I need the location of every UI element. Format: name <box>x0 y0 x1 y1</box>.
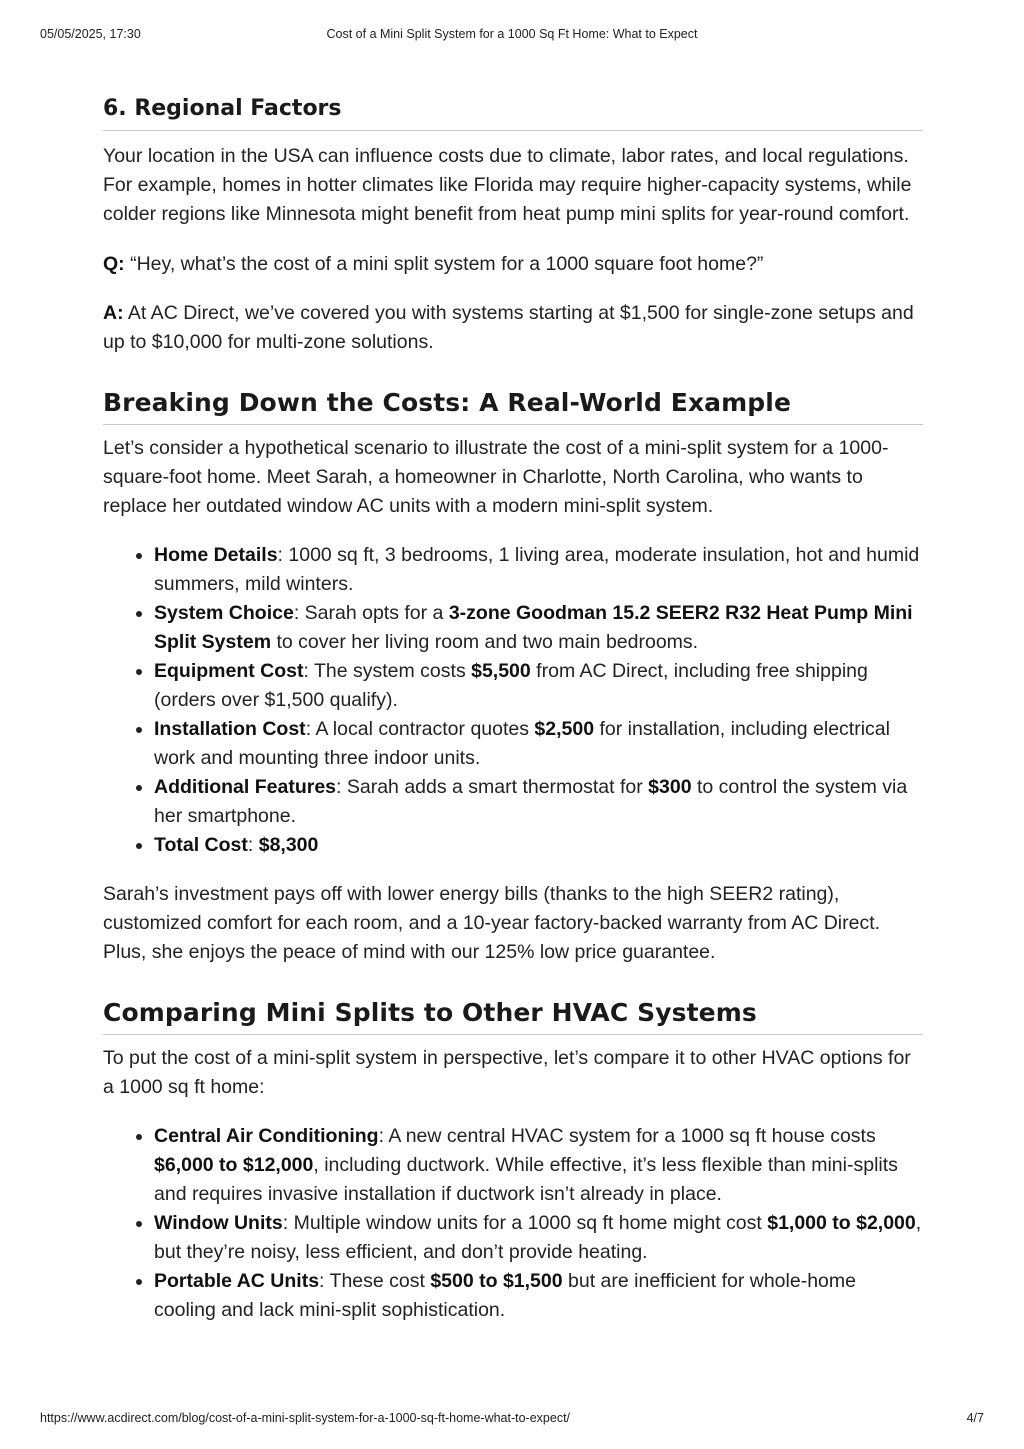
list-item-text: : Sarah opts for a <box>293 602 449 624</box>
list-item-text: to cover her living room and two main bedrooms. <box>271 631 699 653</box>
list-item-label: Equipment Cost <box>154 660 304 682</box>
list-item-highlight: 3-zone Goodman 15.2 SEER2 R32 Heat Pump Mini Split System <box>154 602 913 653</box>
list-item-highlight: $8,300 <box>258 834 319 856</box>
list-item-highlight: $300 <box>648 776 692 798</box>
list-item-label: Central Air Conditioning <box>154 1125 379 1147</box>
list-item-text: but are inefficient for whole-home cooling and lack mini-split sophistication. <box>154 1270 856 1321</box>
list-item-highlight: $500 to $1,500 <box>430 1270 563 1292</box>
print-footer <box>40 1411 984 1427</box>
list-item-highlight: $5,500 <box>471 660 531 682</box>
faq-question <box>103 250 923 279</box>
list-item-text: , including ductwork. While effective, it’s less flexible than mini-splits and requires invasive installation if ductwork isn’t already in place. <box>154 1154 898 1205</box>
list-item-label: Window Units <box>154 1212 283 1234</box>
regional-factors-paragraph: Your location in the USA can influence costs due to climate, labor rates, and local regulations. For example, homes in hotter climates like Florida may require higher-capacity systems, while colder regions like Minnesota might benefit from heat pump mini splits for year-round comfort. <box>103 145 912 225</box>
list-item-text: , but they’re noisy, less efficient, and don’t provide heating. <box>154 1212 922 1263</box>
list-item <box>154 541 923 599</box>
print-header <box>40 27 984 43</box>
faq-answer <box>103 299 923 357</box>
answer-text: At AC Direct, we’ve covered you with systems starting at $1,500 for single-zone setups and up to $10,000 for multi-zone solutions. <box>103 302 914 353</box>
list-item <box>154 599 923 657</box>
list-item-text: for installation, including electrical work and mounting three indoor units. <box>154 718 890 769</box>
list-item <box>154 1209 923 1267</box>
list-item <box>154 773 923 831</box>
list-item <box>154 657 923 715</box>
example-cost-list <box>103 541 923 860</box>
print-title: Cost of a Mini Split System for a 1000 Sq Ft Home: What to Expect <box>326 27 698 41</box>
list-item <box>154 715 923 773</box>
list-item-label: Installation Cost <box>154 718 306 740</box>
list-item-text: : A new central HVAC system for a 1000 sq ft house costs <box>378 1125 876 1147</box>
list-item-label: System Choice <box>154 602 294 624</box>
list-item <box>154 1267 923 1325</box>
page-number: 4/7 <box>966 1411 984 1425</box>
list-item <box>154 1122 923 1209</box>
compare-intro-paragraph: To put the cost of a mini-split system in perspective, let’s compare it to other HVAC options for a 1000 sq ft home: <box>103 1047 911 1098</box>
list-item-text: : A local contractor quotes <box>305 718 535 740</box>
section-heading-comparing-systems: Comparing Mini Splits to Other HVAC Systems <box>103 998 923 1035</box>
list-item-highlight: $6,000 to $12,000 <box>154 1154 314 1176</box>
list-item-label: Total Cost <box>154 834 248 856</box>
question-text: “Hey, what’s the cost of a mini split system for a 1000 square foot home?” <box>124 253 764 275</box>
list-item-text: : These cost <box>319 1270 431 1292</box>
list-item-text: : Sarah adds a smart thermostat for <box>336 776 649 798</box>
list-item-text: to control the system via her smartphone. <box>154 776 908 827</box>
article-content <box>103 96 923 1325</box>
compare-list <box>103 1122 923 1325</box>
list-item-text: : 1000 sq ft, 3 bedrooms, 1 living area, moderate insulation, hot and humid summers, mild winters. <box>154 544 920 595</box>
list-item-text: : The system costs <box>303 660 472 682</box>
answer-label: A: <box>103 302 124 324</box>
section-heading-real-world-example: Breaking Down the Costs: A Real-World Example <box>103 388 923 425</box>
list-item-label: Additional Features <box>154 776 337 798</box>
list-item <box>154 831 923 860</box>
list-item-label: Portable AC Units <box>154 1270 320 1292</box>
print-date: 05/05/2025, 17:30 <box>40 27 141 41</box>
example-intro-paragraph: Let’s consider a hypothetical scenario to illustrate the cost of a mini-split system for a 1000-square-foot home. Meet Sarah, a homeowner in Charlotte, North Carolina, who wants to replace her outdated window AC units with a modern mini-split system. <box>103 437 889 517</box>
list-item-highlight: $2,500 <box>534 718 595 740</box>
list-item-text: from AC Direct, including free shipping (orders over $1,500 qualify). <box>154 660 868 711</box>
example-closing-paragraph: Sarah’s investment pays off with lower energy bills (thanks to the high SEER2 rating), customized comfort for each room, and a 10-year factory-backed warranty from AC Direct. Plus, she enjoys the peace of mind with our 125% low price guarantee. <box>103 883 881 963</box>
list-item-label: Home Details <box>154 544 278 566</box>
print-url[interactable]: https://www.acdirect.com/blog/cost-of-a-mini-split-system-for-a-1000-sq-ft-home-what-to-expect/ <box>40 1411 571 1425</box>
list-item-highlight: $1,000 to $2,000 <box>767 1212 916 1234</box>
list-item-text: : Multiple window units for a 1000 sq ft home might cost <box>282 1212 768 1234</box>
question-label: Q: <box>103 253 125 275</box>
section-heading-regional-factors: 6. Regional Factors <box>103 96 923 131</box>
list-item-text: : <box>247 834 259 856</box>
